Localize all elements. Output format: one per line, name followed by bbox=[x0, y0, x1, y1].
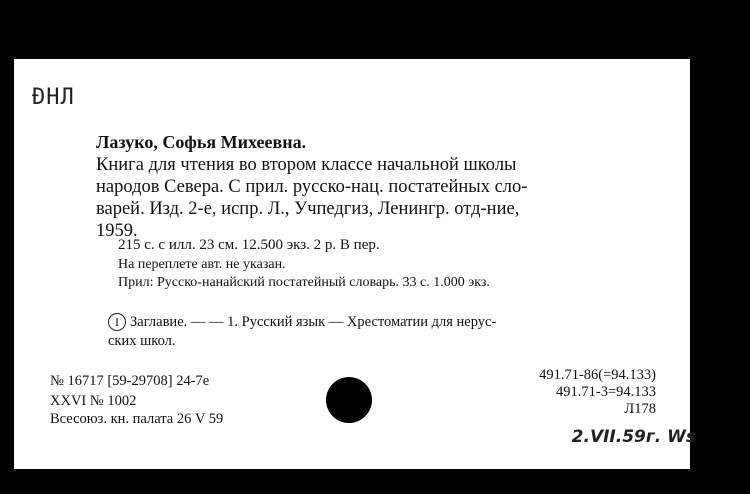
subject-line-1 bbox=[108, 313, 496, 331]
title-line-1: Книга для чтения во втором классе начальной школы bbox=[96, 155, 517, 175]
catalog-card bbox=[14, 59, 696, 469]
subject-marker: I bbox=[108, 313, 126, 331]
bottom-right-2: 491.71-3=94.133 bbox=[555, 384, 656, 400]
bottom-left-1: № 16717 [59-29708] 24-7е bbox=[50, 373, 210, 389]
imprint-line-1: 215 с. с илл. 23 см. 12.500 экз. 2 р. В пер. bbox=[118, 237, 380, 253]
imprint-line-2: На переплете авт. не указан. bbox=[118, 257, 286, 272]
subject-line-2: ских школ. bbox=[108, 333, 176, 349]
punch-hole bbox=[326, 377, 372, 423]
bottom-left-3: Всесоюз. кн. палата 26 V 59 bbox=[50, 411, 224, 427]
author: Лазуко, Софья Михеевна. bbox=[96, 132, 307, 152]
card-code: ÐНЛ bbox=[32, 85, 75, 110]
bottom-left-2: XXVI № 1002 bbox=[50, 393, 137, 409]
handwritten-note: 2.VII.59г. Ws bbox=[571, 427, 696, 447]
title-line-3: варей. Изд. 2-е, испр. Л., Учпедгиз, Ленингр. отд-ние, bbox=[96, 199, 520, 219]
bottom-right-3: Л178 bbox=[624, 401, 656, 417]
title-line-4: 1959. bbox=[96, 221, 138, 241]
subject-text-1: Заглавие. — — 1. Русский язык — Хрестоматии для нерус- bbox=[130, 314, 497, 330]
title-line-2: народов Севера. С прил. русско-нац. постатейных сло- bbox=[96, 177, 528, 197]
imprint-line-3: Прил: Русско-нанайский постатейный словарь. 33 с. 1.000 экз. bbox=[118, 275, 490, 290]
bottom-right-1: 491.71-86(=94.133) bbox=[539, 367, 656, 383]
